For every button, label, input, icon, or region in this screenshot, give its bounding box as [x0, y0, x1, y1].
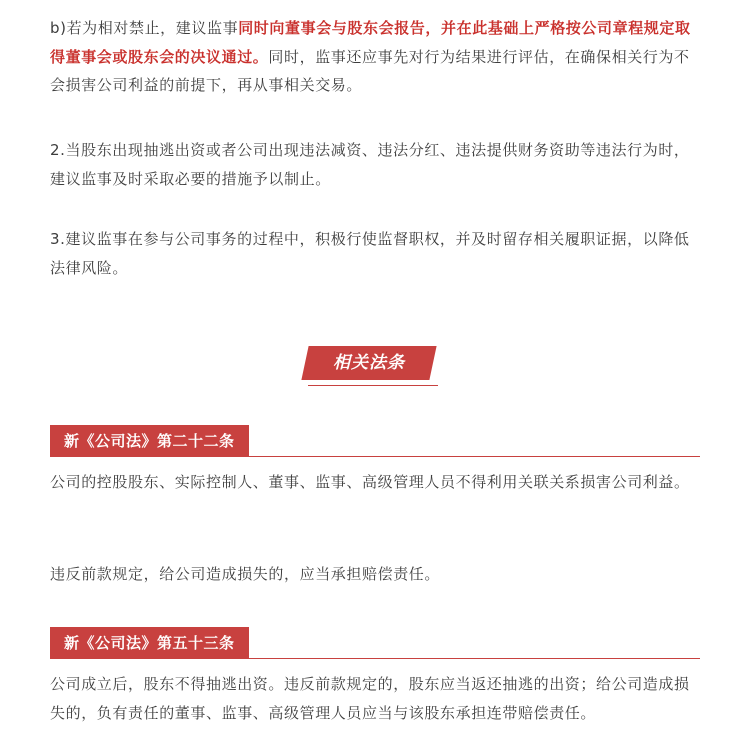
- article-divider-53: [50, 658, 700, 659]
- section-banner-underline: [308, 385, 438, 386]
- paragraph-prefix: b)若为相对禁止，建议监事: [50, 19, 239, 37]
- section-banner: [300, 345, 440, 390]
- section-title: 相关法条: [333, 353, 405, 373]
- article-title-22: 新《公司法》第二十二条: [50, 425, 249, 457]
- paragraph-relative-prohibition: [50, 14, 700, 100]
- highlighted-text: 同时向董事会与股东会报告，并在此基础上严格按公司章程规定取得董事会或股东会的决议通过。: [50, 19, 691, 66]
- paragraph-suffix: 同时，监事还应事先对行为结果进行评估，在确保相关行为不会损害公司利益的前提下，再从事相关交易。: [50, 47, 690, 94]
- article-divider-22: [50, 456, 700, 457]
- article-53-paragraph-1: 公司成立后，股东不得抽逃出资。违反前款规定的，股东应当返还抽逃的出资；给公司造成损失的，负有责任的董事、监事、高级管理人员应当与该股东承担连带赔偿责任。: [50, 675, 690, 722]
- paragraph-item-2: 2.当股东出现抽逃出资或者公司出现违法减资、违法分红、违法提供财务资助等违法行为时，建议监事及时采取必要的措施予以制止。: [50, 141, 690, 188]
- article-22-paragraph-1: 公司的控股股东、实际控制人、董事、监事、高级管理人员不得利用关联关系损害公司利益。: [50, 473, 690, 491]
- article-22-paragraph-2: 违反前款规定，给公司造成损失的，应当承担赔偿责任。: [50, 565, 441, 583]
- paragraph-item-3: 3.建议监事在参与公司事务的过程中，积极行使监督职权，并及时留存相关履职证据，以降低法律风险。: [50, 230, 690, 277]
- article-title-53: 新《公司法》第五十三条: [50, 627, 249, 659]
